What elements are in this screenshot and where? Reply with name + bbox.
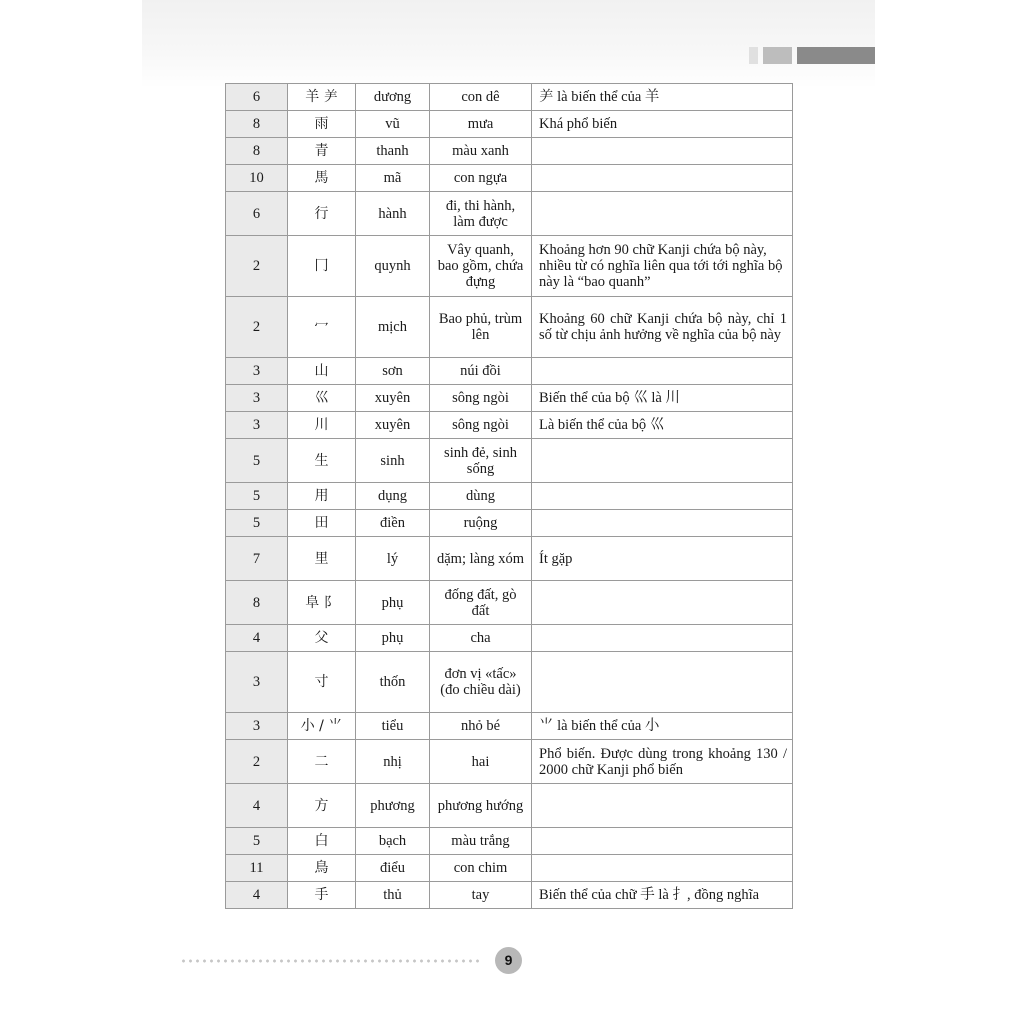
radical-note (532, 652, 793, 713)
radical-note (532, 784, 793, 828)
stroke-count: 5 (226, 510, 288, 537)
radical-name: xuyên (356, 412, 430, 439)
stroke-count: 8 (226, 111, 288, 138)
radical-note (532, 192, 793, 236)
radical-note (532, 625, 793, 652)
stroke-count: 7 (226, 537, 288, 581)
radical-note: Ít gặp (532, 537, 793, 581)
radical-char: 白 (288, 828, 356, 855)
radical-char: 田 (288, 510, 356, 537)
radical-note: Biến thể của chữ 手 là 扌, đồng nghĩa (532, 882, 793, 909)
page-number-badge: 9 (495, 947, 522, 974)
radical-name: lý (356, 537, 430, 581)
radical-name: mã (356, 165, 430, 192)
radical-meaning: con ngựa (430, 165, 532, 192)
table-row (226, 625, 793, 652)
radical-name: nhị (356, 740, 430, 784)
radical-char: 川 (288, 412, 356, 439)
radical-char: 手 (288, 882, 356, 909)
table-row (226, 165, 793, 192)
radical-char: 雨 (288, 111, 356, 138)
radical-name: phụ (356, 581, 430, 625)
table-row (226, 385, 793, 412)
stroke-count: 3 (226, 385, 288, 412)
stroke-count: 6 (226, 84, 288, 111)
table-row (226, 510, 793, 537)
radical-char: 生 (288, 439, 356, 483)
radical-char: 羊 ⺶ (288, 84, 356, 111)
radical-name: sinh (356, 439, 430, 483)
radical-char: 阜 阝 (288, 581, 356, 625)
radical-meaning: phương hướng (430, 784, 532, 828)
radical-char: 山 (288, 358, 356, 385)
radical-meaning: dặm; làng xóm (430, 537, 532, 581)
stroke-count: 3 (226, 713, 288, 740)
radical-meaning: con chim (430, 855, 532, 882)
radical-name: thanh (356, 138, 430, 165)
radical-char: 鳥 (288, 855, 356, 882)
table-row (226, 581, 793, 625)
radical-char: 父 (288, 625, 356, 652)
radical-note (532, 165, 793, 192)
radical-char: 里 (288, 537, 356, 581)
header-tab-mid (763, 47, 792, 64)
radical-name: phụ (356, 625, 430, 652)
radical-note: Là biến thể của bộ 巛 (532, 412, 793, 439)
radical-char: 寸 (288, 652, 356, 713)
radical-name: dương (356, 84, 430, 111)
radical-meaning: con dê (430, 84, 532, 111)
radical-meaning: màu xanh (430, 138, 532, 165)
radical-char: 青 (288, 138, 356, 165)
radical-note (532, 828, 793, 855)
radical-name: dụng (356, 483, 430, 510)
table-row (226, 740, 793, 784)
radical-note (532, 439, 793, 483)
stroke-count: 10 (226, 165, 288, 192)
radical-char: 冂 (288, 236, 356, 297)
table-row (226, 483, 793, 510)
radical-name: thốn (356, 652, 430, 713)
radical-note (532, 510, 793, 537)
radical-meaning: dùng (430, 483, 532, 510)
stroke-count: 5 (226, 483, 288, 510)
table-row (226, 412, 793, 439)
radical-name: hành (356, 192, 430, 236)
stroke-count: 2 (226, 236, 288, 297)
radical-name: điền (356, 510, 430, 537)
radical-name: tiểu (356, 713, 430, 740)
stroke-count: 3 (226, 412, 288, 439)
radical-note: Phổ biến. Được dùng trong khoảng 130 / 2000 chữ Kanji phổ biến (532, 740, 793, 784)
table-row (226, 111, 793, 138)
radical-note (532, 358, 793, 385)
table-row (226, 882, 793, 909)
radical-char: 用 (288, 483, 356, 510)
radical-table-body (226, 84, 793, 909)
radical-meaning: Bao phủ, trùm lên (430, 297, 532, 358)
stroke-count: 4 (226, 625, 288, 652)
radical-meaning: cha (430, 625, 532, 652)
radical-meaning: đơn vị «tấc» (đo chiều dài) (430, 652, 532, 713)
table-row (226, 537, 793, 581)
radical-meaning: hai (430, 740, 532, 784)
radical-name: sơn (356, 358, 430, 385)
table-row (226, 138, 793, 165)
radical-name: vũ (356, 111, 430, 138)
table-row (226, 297, 793, 358)
radical-note: ⺶ là biến thể của 羊 (532, 84, 793, 111)
stroke-count: 4 (226, 784, 288, 828)
radical-name: thủ (356, 882, 430, 909)
radical-name: xuyên (356, 385, 430, 412)
radical-note (532, 483, 793, 510)
radical-char: 行 (288, 192, 356, 236)
stroke-count: 4 (226, 882, 288, 909)
radical-meaning: Vây quanh, bao gồm, chứa đựng (430, 236, 532, 297)
header-tab-dark (797, 47, 875, 64)
table-row (226, 713, 793, 740)
radical-meaning: mưa (430, 111, 532, 138)
table-row (226, 192, 793, 236)
radical-meaning: ruộng (430, 510, 532, 537)
table-row (226, 439, 793, 483)
radical-meaning: sinh đẻ, sinh sống (430, 439, 532, 483)
radical-meaning: sông ngòi (430, 412, 532, 439)
radical-note (532, 855, 793, 882)
stroke-count: 8 (226, 138, 288, 165)
radical-name: phương (356, 784, 430, 828)
table-row (226, 652, 793, 713)
radical-meaning: núi đồi (430, 358, 532, 385)
table-row (226, 84, 793, 111)
radical-meaning: đống đất, gò đất (430, 581, 532, 625)
table-row (226, 784, 793, 828)
radical-char: 巛 (288, 385, 356, 412)
radical-char: 小 / ⺌ (288, 713, 356, 740)
radical-meaning: sông ngòi (430, 385, 532, 412)
stroke-count: 2 (226, 740, 288, 784)
stroke-count: 8 (226, 581, 288, 625)
stroke-count: 11 (226, 855, 288, 882)
radical-meaning: tay (430, 882, 532, 909)
stroke-count: 2 (226, 297, 288, 358)
radical-note: Khoảng 60 chữ Kanji chứa bộ này, chỉ 1 số từ chịu ảnh hưởng về nghĩa của bộ này (532, 297, 793, 358)
radical-meaning: nhỏ bé (430, 713, 532, 740)
footer-dotted-line (180, 959, 482, 963)
radical-table (225, 83, 793, 909)
radical-note: Biến thể của bộ 巛 là 川 (532, 385, 793, 412)
radical-note: ⺌ là biến thể của 小 (532, 713, 793, 740)
stroke-count: 5 (226, 439, 288, 483)
radical-meaning: đi, thi hành, làm được (430, 192, 532, 236)
header-shade (142, 0, 875, 88)
radical-note (532, 138, 793, 165)
radical-char: 方 (288, 784, 356, 828)
radical-note (532, 581, 793, 625)
radical-note: Khoảng hơn 90 chữ Kanji chứa bộ này, nhiều từ có nghĩa liên qua tới tới nghĩa bộ này là “bao quanh” (532, 236, 793, 297)
radical-name: điểu (356, 855, 430, 882)
radical-name: bạch (356, 828, 430, 855)
header-tab-light (749, 47, 758, 64)
table-row (226, 358, 793, 385)
radical-char: 馬 (288, 165, 356, 192)
stroke-count: 3 (226, 652, 288, 713)
radical-name: mịch (356, 297, 430, 358)
radical-char: 冖 (288, 297, 356, 358)
radical-note: Khá phổ biến (532, 111, 793, 138)
table-row (226, 828, 793, 855)
stroke-count: 6 (226, 192, 288, 236)
table-row (226, 855, 793, 882)
table-row (226, 236, 793, 297)
radical-meaning: màu trắng (430, 828, 532, 855)
stroke-count: 3 (226, 358, 288, 385)
radical-name: quynh (356, 236, 430, 297)
stroke-count: 5 (226, 828, 288, 855)
radical-char: 二 (288, 740, 356, 784)
